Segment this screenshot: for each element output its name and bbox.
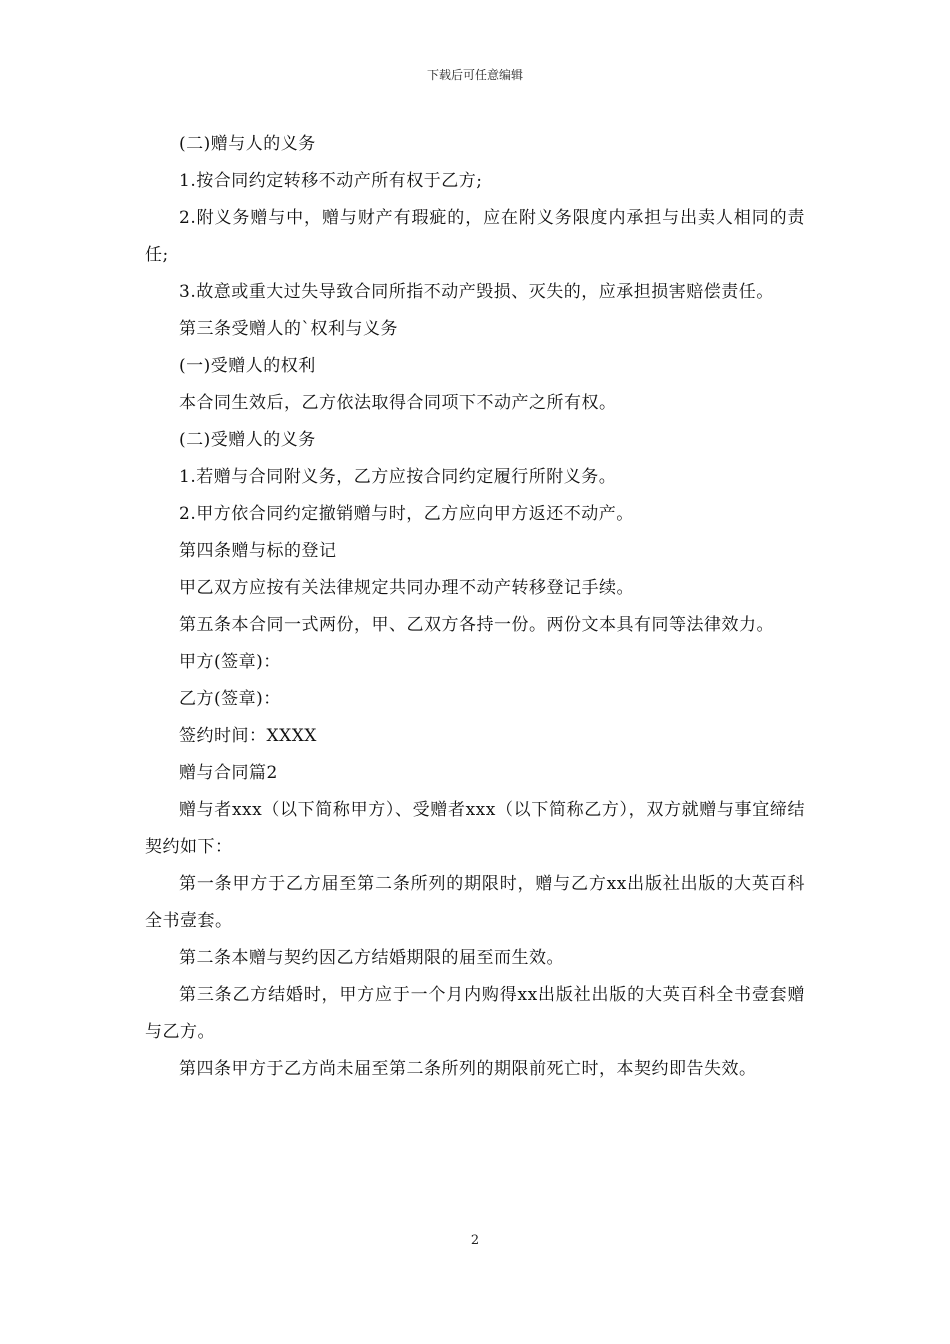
document-body [145, 126, 805, 1088]
paragraph: 第五条本合同一式两份，甲、乙双方各持一份。两份文本具有同等法律效力。 [179, 615, 774, 635]
page-header: 下载后可任意编辑 [426, 68, 523, 82]
paragraph: 第四条甲方于乙方尚未届至第二条所列的期限前死亡时，本契约即告失效。 [179, 1059, 757, 1079]
paragraph: 2.甲方依合同约定撤销赠与时，乙方应向甲方返还不动产。 [179, 504, 634, 524]
paragraph: 甲乙双方应按有关法律规定共同办理不动产转移登记手续。 [179, 578, 634, 598]
paragraph: 1.按合同约定转移不动产所有权于乙方; [179, 171, 483, 191]
section-heading: 第四条赠与标的登记 [179, 541, 337, 561]
paragraph: (二)受赠人的义务 [179, 430, 316, 450]
paragraph: 3.故意或重大过失导致合同所指不动产毁损、灭失的，应承担损害赔偿责任。 [179, 282, 774, 302]
paragraph: (二)赠与人的义务 [179, 134, 316, 154]
paragraph: 第三条乙方结婚时，甲方应于一个月内购得xx出版社出版的大英百科全书壹套赠与乙方。 [145, 985, 805, 1042]
signing-date: 签约时间：XXXX [179, 726, 317, 746]
paragraph: 2.附义务赠与中，赠与财产有瑕疵的，应在附义务限度内承担与出卖人相同的责任; [145, 208, 805, 265]
paragraph: 1.若赠与合同附义务，乙方应按合同约定履行所附义务。 [179, 467, 617, 487]
signature-line-party-b: 乙方(签章)： [179, 689, 281, 709]
paragraph: (一)受赠人的权利 [179, 356, 316, 376]
paragraph: 本合同生效后，乙方依法取得合同项下不动产之所有权。 [179, 393, 617, 413]
signature-line-party-a: 甲方(签章)： [179, 652, 281, 672]
paragraph: 赠与者xxx（以下简称甲方）、受赠者xxx（以下简称乙方），双方就赠与事宜缔结契约如下： [145, 800, 805, 857]
section-heading: 第三条受赠人的`权利与义务 [179, 319, 398, 339]
paragraph: 第二条本赠与契约因乙方结婚期限的届至而生效。 [179, 948, 564, 968]
section-title: 赠与合同篇2 [179, 763, 278, 783]
paragraph: 第一条甲方于乙方届至第二条所列的期限时，赠与乙方xx出版社出版的大英百科全书壹套。 [145, 874, 805, 931]
page-number: 2 [470, 1233, 480, 1248]
